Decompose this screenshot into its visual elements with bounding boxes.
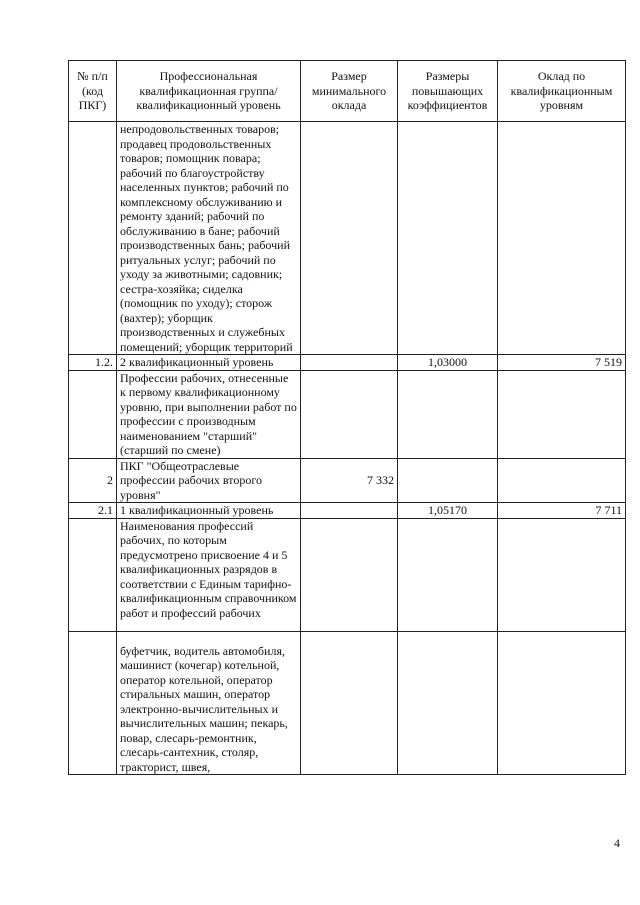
row-coefficient — [398, 458, 498, 503]
row-coefficient: 1,03000 — [398, 355, 498, 371]
row-number — [69, 122, 117, 355]
table-row — [69, 503, 626, 519]
header-group: Профессиональная квалификационная группа/квалификационный уровень — [117, 61, 301, 122]
row-name: непродовольственных товаров; продавец продовольственных товаров; помощник повара; рабочий по благоустройству населенных пунктов; рабочий по комплексному обслуживанию и ремонту зданий; рабочий по обслуживанию в бане; рабочий производственных бань; рабочий ритуальных услуг; рабочий по уходу за животными; садовник; сестра-хозяйка; сиделка (помощник по уходу); сторож (вахтер); уборщик производственных и служебных помещений; уборщик территорий — [117, 122, 301, 355]
table-row — [69, 355, 626, 371]
row-salary: 7 711 — [498, 503, 626, 519]
row-number: 1.2. — [69, 355, 117, 371]
row-coefficient: 1,05170 — [398, 503, 498, 519]
page-number: 4 — [614, 836, 620, 850]
row-name: ПКГ "Общеотраслевые профессии рабочих второго уровня" — [117, 458, 301, 503]
row-name: 1 квалификационный уровень — [117, 503, 301, 519]
row-min-salary — [301, 122, 398, 355]
row-salary — [498, 122, 626, 355]
row-number — [69, 518, 117, 631]
row-number — [69, 370, 117, 458]
row-coefficient — [398, 631, 498, 775]
row-min-salary — [301, 631, 398, 775]
row-name: буфетчик, водитель автомобиля, машинист (кочегар) котельной, оператор котельной, оператор стиральных машин, оператор электронно-вычислительных и вычислительных машин; пекарь, повар, слесарь-ремонтник, слесарь-сантехник, столяр, тракторист, швея, — [117, 631, 301, 775]
row-min-salary — [301, 518, 398, 631]
row-name: 2 квалификационный уровень — [117, 355, 301, 371]
table-row — [69, 631, 626, 775]
header-salary: Оклад по квалификационным уровням — [498, 61, 626, 122]
row-min-salary — [301, 370, 398, 458]
row-coefficient — [398, 122, 498, 355]
row-salary — [498, 458, 626, 503]
header-coefficients: Размеры повышающих коэффициентов — [398, 61, 498, 122]
table-row — [69, 370, 626, 458]
row-salary — [498, 370, 626, 458]
row-min-salary: 7 332 — [301, 458, 398, 503]
row-coefficient — [398, 370, 498, 458]
table-row — [69, 458, 626, 503]
row-coefficient — [398, 518, 498, 631]
row-salary — [498, 631, 626, 775]
row-name: Наименования профессий рабочих, по которым предусмотрено присвоение 4 и 5 квалификационных разрядов в соответствии с Единым тарифно-квалификационным справочником работ и профессий рабочих — [117, 518, 301, 631]
row-number — [69, 631, 117, 775]
row-name: Профессии рабочих, отнесенные к первому квалификационному уровню, при выполнении работ по профессии с производным наименованием "старший" (старший по смене) — [117, 370, 301, 458]
salary-table — [68, 60, 626, 775]
header-min-salary: Размер минимального оклада — [301, 61, 398, 122]
row-number: 2.1 — [69, 503, 117, 519]
table-row — [69, 122, 626, 355]
row-salary: 7 519 — [498, 355, 626, 371]
table-row — [69, 518, 626, 631]
row-min-salary — [301, 355, 398, 371]
header-number: № п/п (код ПКГ) — [69, 61, 117, 122]
row-salary — [498, 518, 626, 631]
table-header-row — [69, 61, 626, 122]
row-min-salary — [301, 503, 398, 519]
row-number: 2 — [69, 458, 117, 503]
